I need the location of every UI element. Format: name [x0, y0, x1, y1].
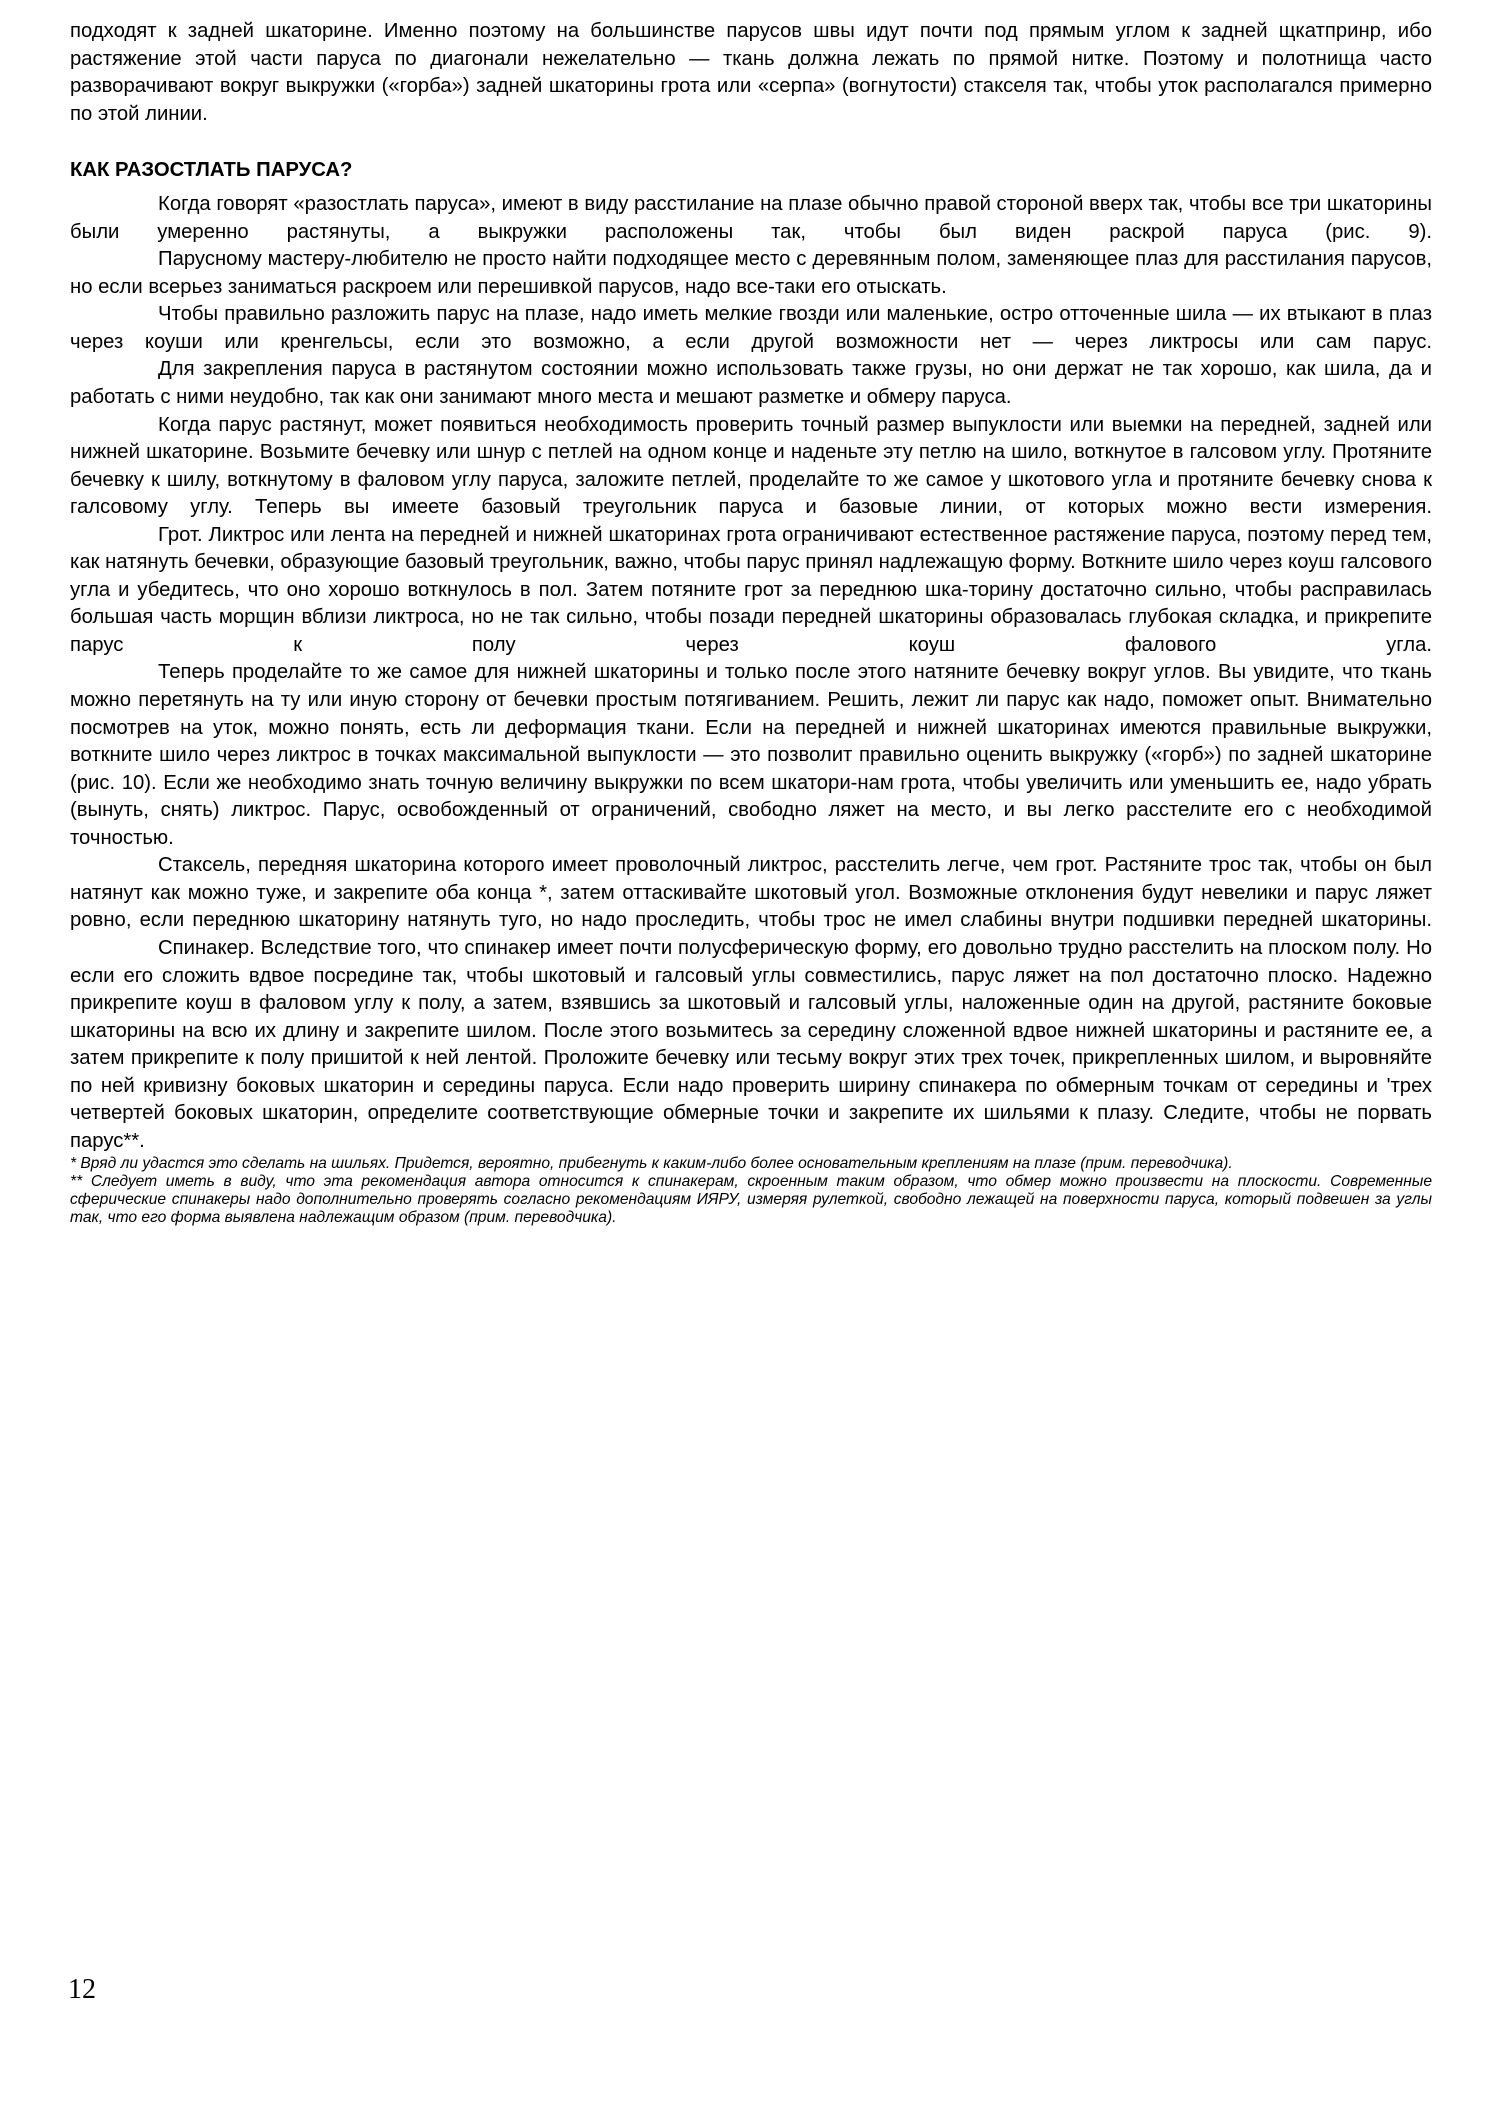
paragraph-staysail: Стаксель, передняя шкаторина которого имеет проволочный ликтрос, расстелить легче, чем грот. Растяните трос так, чтобы он был натянут как можно туже, и закрепите оба конца *, затем оттаскивайте шкотовый угол. Возможные отклонения будут невелики и парус ляжет ровно, если переднюю шкаторину натянуть туго, но надо проследить, чтобы трос не имел слабины внутри подшивки передней шкаторины.	[70, 854, 1432, 932]
paragraph-spreading: Когда говорят «разостлать паруса», имеют в виду расстилание на плазе обычно правой стороной вверх так, чтобы все три шкаторины были умеренно растянуты, а выкружки расположены так, чтобы был виден раскрой паруса (рис. 9).	[70, 193, 1432, 243]
paragraph-foot: Теперь проделайте то же самое для нижней шкаторины и только после этого натяните бечевку вокруг углов. Вы увидите, что ткань можно перетянуть на ту или иную сторону от бечевки простым потягиванием. Решить, лежит ли парус как надо, поможет опыт. Внимательно посмотрев на уток, можно понять, есть ли деформация ткани. Если на передней и нижней шкаторинах имеются правильные выкружки, воткните шило через ликтрос в точках максимальной выпуклости — это позволит правильно оценить выкружку («горб») по задней шкаторине (рис. 10). Если же необходимо знать точную величину выкружки по всем шкатори-нам грота, чтобы увеличить или уменьшить ее, надо убрать (вынуть, снять) ликтрос. Парус, освобожденный от ограничений, свободно ляжет на место, и вы легко расстелите его с необходимой точностью.	[70, 661, 1432, 849]
paragraph-spinnaker: Спинакер. Вследствие того, что спинакер имеет почти полусферическую форму, его довольно трудно расстелить на плоском полу. Но если его сложить вдвое посредине так, чтобы шкотовый и галсовый углы совместились, парус ляжет на пол достаточно плоско. Надежно прикрепите коуш в фаловом углу к полу, а затем, взявшись за шкотовый и галсовый углы, наложенные один на другой, растяните боковые шкаторины на всю их длину и закрепите шилом. После этого возьмитесь за середину сложенной вдвое нижней шкаторины и растяните ее, а затем прикрепите к полу пришитой к ней лентой. Проложите бечевку или тесьму вокруг этих трех точек, прикрепленных шилом, и выровняйте по ней кривизну боковых шкаторин и середины паруса. Если надо проверить ширину спинакера по обмерным точкам от середины и 'трех четвертей боковых шкаторин, определите соответствующие обмерные точки и закрепите их шильями к плазу. Следите, чтобы не порвать парус**.	[70, 936, 1432, 1152]
paragraph-awls: Чтобы правильно разложить парус на плазе, надо иметь мелкие гвозди или маленькие, остро отточенные шила — их втыкают в плаз через коуши или кренгельсы, если это возможно, а если другой возможности нет — через ликтросы или сам парус.	[70, 303, 1432, 353]
page-number: 12	[68, 1974, 96, 2005]
paragraph-mainsail: Грот. Ликтрос или лента на передней и нижней шкаторинах грота ограничивают естественное растяжение паруса, поэтому перед тем, как натянуть бечевки, образующие базовый треугольник, важно, чтобы парус принял надлежащую форму. Воткните шило через коуш галсового угла и убедитесь, что оно хорошо воткнулось в пол. Затем потяните грот за переднюю шка-торину достаточно сильно, чтобы расправилась большая часть морщин вблизи ликтроса, но не так сильно, чтобы позади передней шкаторины образовалась глубокая складка, и прикрепите парус к полу через коуш фалового угла.	[70, 523, 1432, 656]
footnotes	[70, 1155, 1432, 1227]
page-content	[70, 18, 1432, 1227]
footnote: * Вряд ли удастся это сделать на шильях. Придется, вероятно, прибегнуть к каким-либо более основательным креплениям на плазе (прим. переводчика).	[70, 1155, 1233, 1173]
paragraph-floor: Парусному мастеру-любителю не просто найти подходящее место с деревянным полом, заменяющее плаз для расстилания парусов, но если всерьез заниматься раскроем или перешивкой парусов, надо все-таки его отыскать.	[70, 248, 1432, 298]
paragraph-base-triangle: Когда парус растянут, может появиться необходимость проверить точный размер выпуклости или выемки на передней, задней или нижней шкаторине. Возьмите бечевку или шнур с петлей на одном конце и наденьте эту петлю на шило, воткнутое в галсовом углу. Протяните бечевку к шилу, воткнутому в фаловом углу паруса, заложите петлей, проделайте то же самое у шкотового угла и протяните бечевку снова к галсовому углу. Теперь вы имеете базовый треугольник паруса и базовые линии, от которых можно вести измерения.	[70, 413, 1432, 519]
footnote: ** Следует иметь в виду, что эта рекомендация автора относится к спинакерам, скроенным таким образом, что обмер можно произвести на плоскости. Современные сферические спинакеры надо дополнительно проверять согласно рекомендациям ИЯРУ, измеряя рулеткой, свободно лежащей на поверхности паруса, который подвешен за углы так, что его форма выявлена надлежащим образом (прим. переводчика).	[70, 1173, 1432, 1227]
section-heading: КАК РАЗОСТЛАТЬ ПАРУСА?	[70, 159, 353, 182]
paragraph-weights: Для закрепления паруса в растянутом состоянии можно использовать также грузы, но они держат не так хорошо, как шила, да и работать с ними неудобно, так как они занимают много места и мешают разметке и обмеру паруса.	[70, 358, 1432, 409]
intro-paragraph: подходят к задней шкаторине. Именно поэтому на большинстве парусов швы идут почти под прямым углом к задней щкатпринр, ибо растяжение этой части паруса по диагонали нежелательно — ткань должна лежать по прямой нитке. Поэтому и полотнища часто разворачивают вокруг выкружки («горба») задней шкаторины грота или «серпа» (вогнутости) стакселя так, чтобы уток располагался примерно по этой линии.	[70, 20, 1432, 125]
